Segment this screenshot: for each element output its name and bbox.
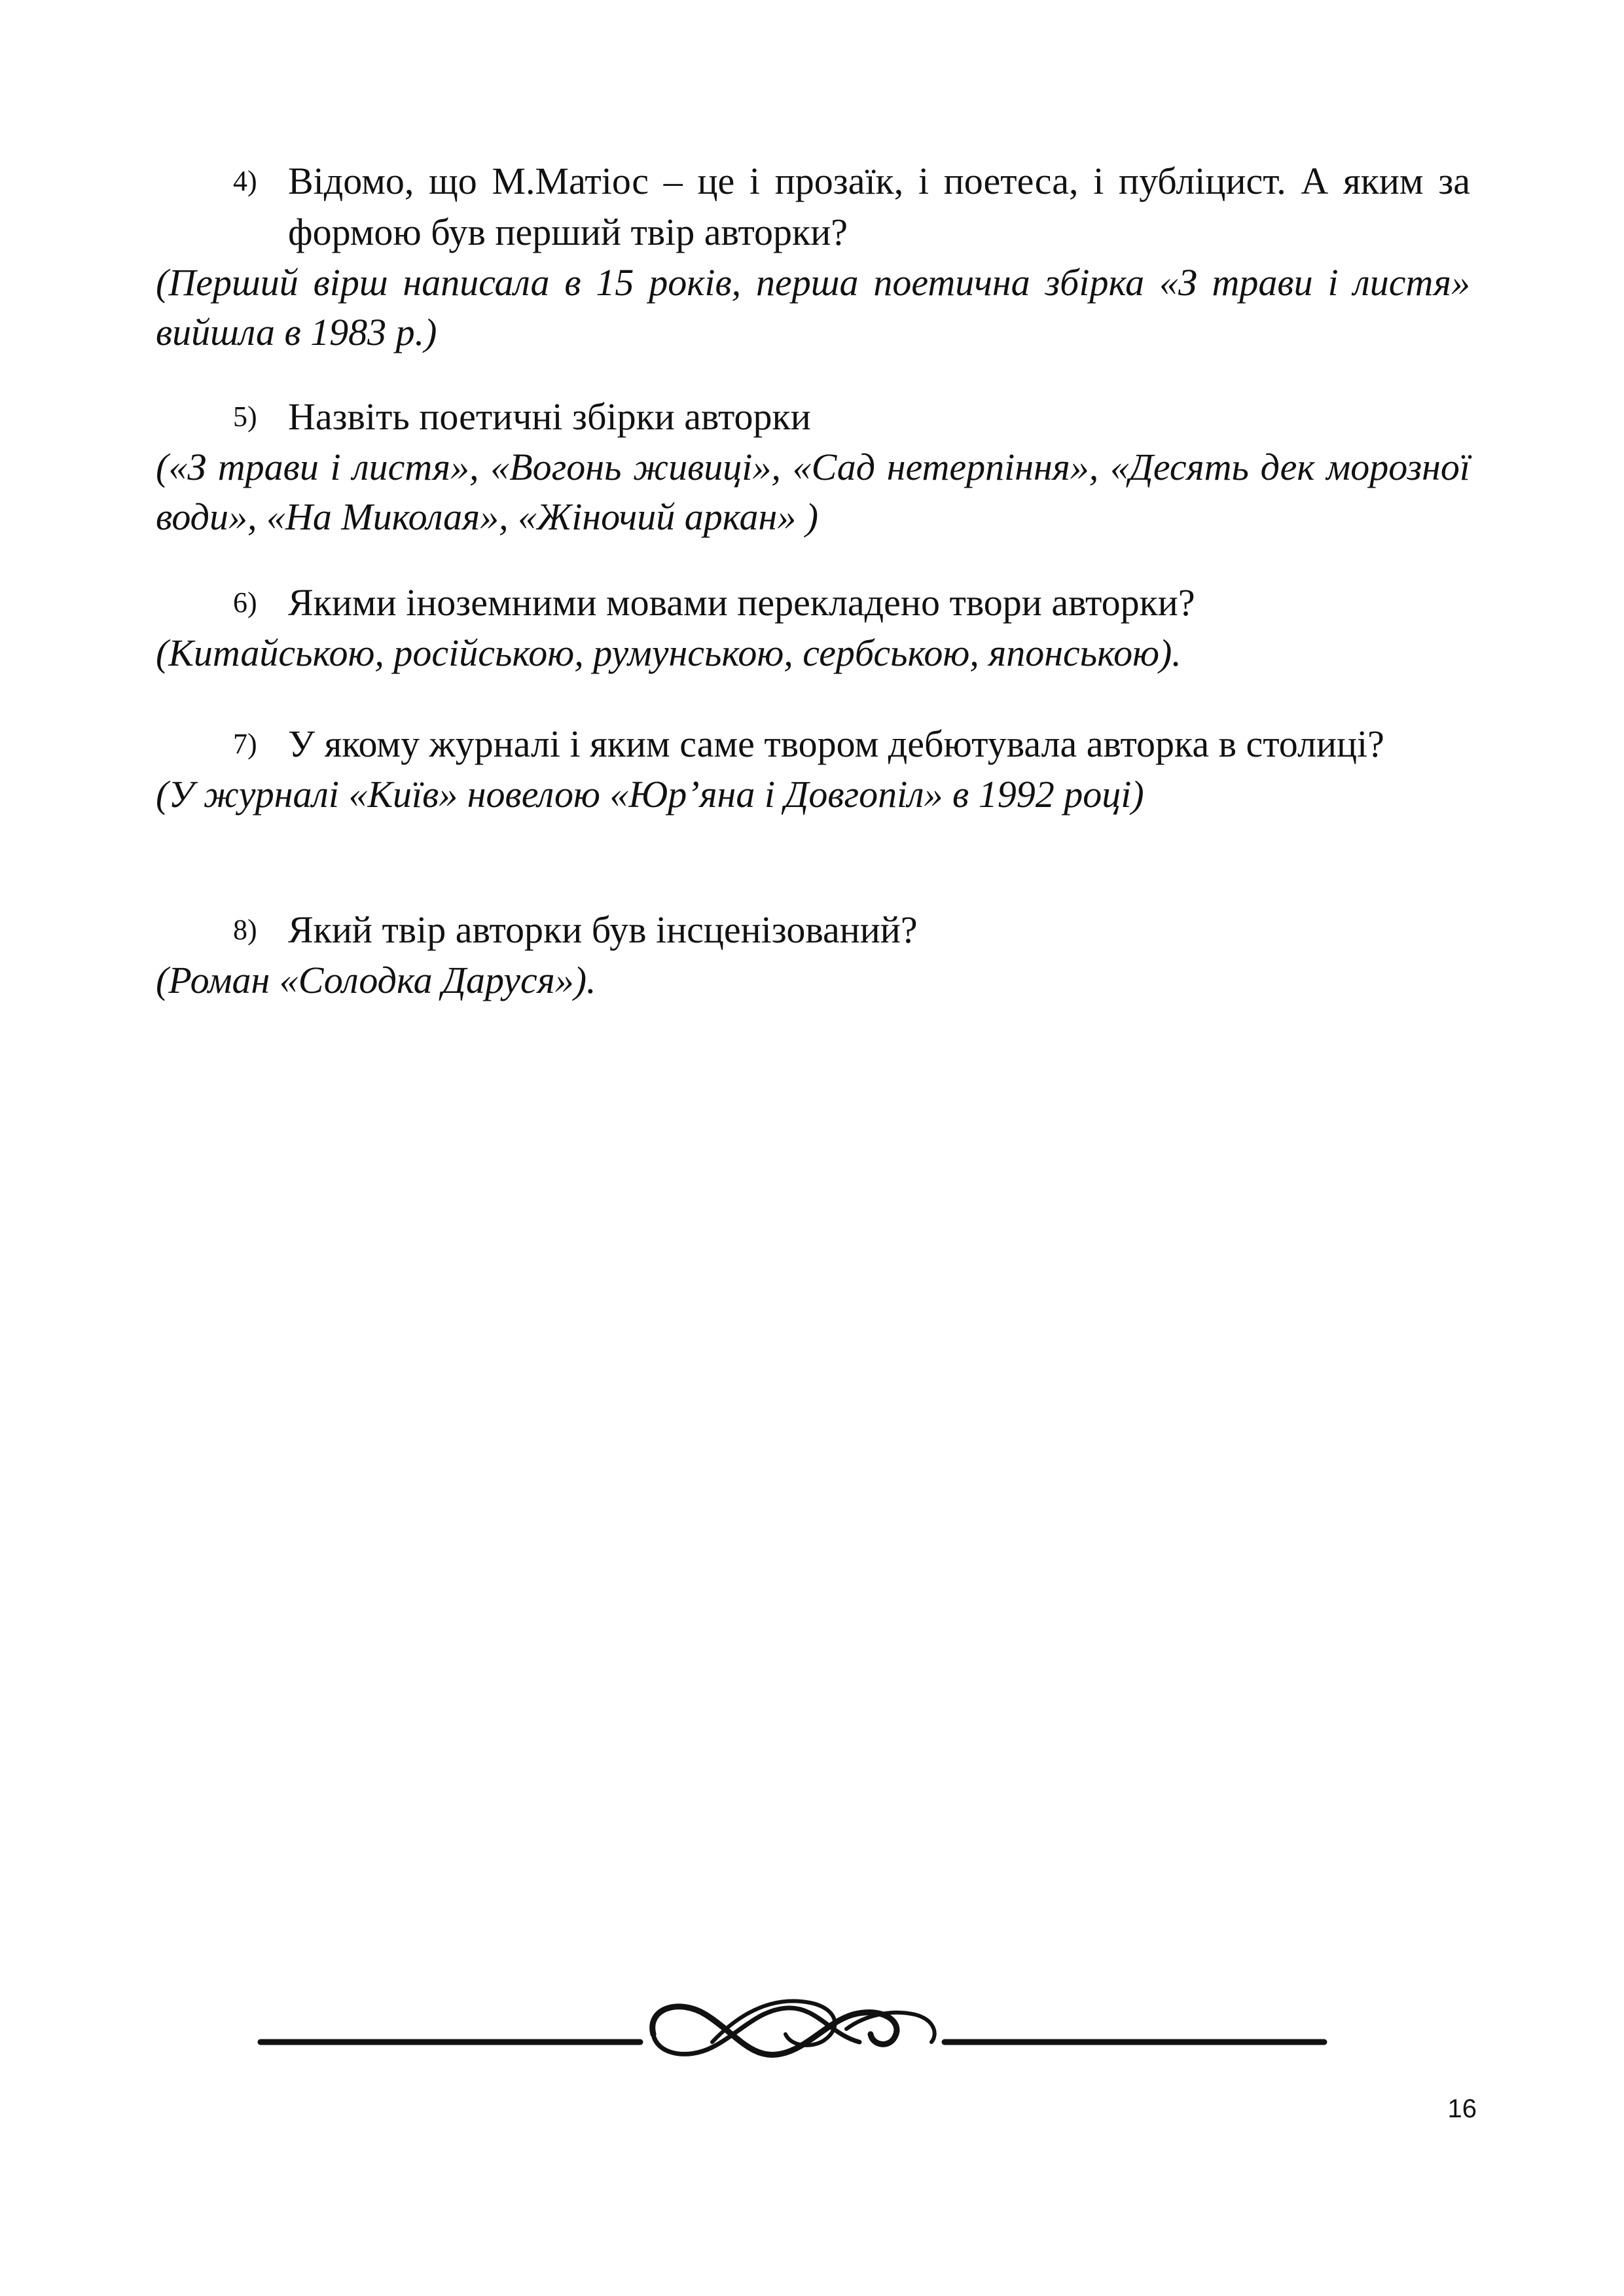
answer-7: (У журналі «Київ» новелою «Юр’яна і Довгопіл» в 1992 році): [156, 773, 1144, 816]
answer-6: (Китайською, російською, румунською, сербською, японською).: [156, 632, 1182, 674]
question-number: 4): [233, 165, 257, 197]
question-text: У якому журналі і яким саме твором дебютувала авторка в столиці?: [288, 723, 1384, 765]
question-5: [156, 391, 1470, 442]
question-number: 6): [233, 586, 257, 619]
question-text: Відомо, що М.Матіос – це і прозаїк, і поетеса, і публіцист. А яким за формою був перший твір авторки?: [288, 160, 1470, 253]
question-7: [156, 719, 1470, 770]
question-6: [156, 577, 1470, 628]
question-block-8: [156, 905, 1470, 1005]
question-number: 5): [233, 401, 257, 433]
question-block-6: [156, 577, 1470, 678]
question-block-5: [156, 391, 1470, 542]
question-8: [156, 905, 1470, 956]
question-block-7: [156, 719, 1470, 819]
question-4: [156, 156, 1470, 258]
question-block-4: [156, 156, 1470, 357]
question-text: Назвіть поетичні збірки авторки: [288, 395, 811, 438]
answer-5: («З трави і листя», «Вогонь живиці», «Сад нетерпіння», «Десять дек морозної води», «На Миколая», «Жіночий аркан» ): [156, 446, 1470, 538]
page-number: 16: [1447, 2094, 1477, 2123]
question-number: 7): [233, 728, 257, 760]
question-number: 8): [233, 914, 257, 946]
answer-8: (Роман «Солодка Даруся»).: [156, 959, 596, 1001]
question-text: Якими іноземними мовами перекладено твори авторки?: [288, 581, 1195, 624]
flourish-divider-icon: [254, 1969, 1334, 2073]
answer-4: (Перший вірш написала в 15 років, перша поетична збірка «З трави і листя» вийшла в 1983 р.): [156, 261, 1470, 353]
question-text: Який твір авторки був інсценізований?: [288, 908, 918, 951]
